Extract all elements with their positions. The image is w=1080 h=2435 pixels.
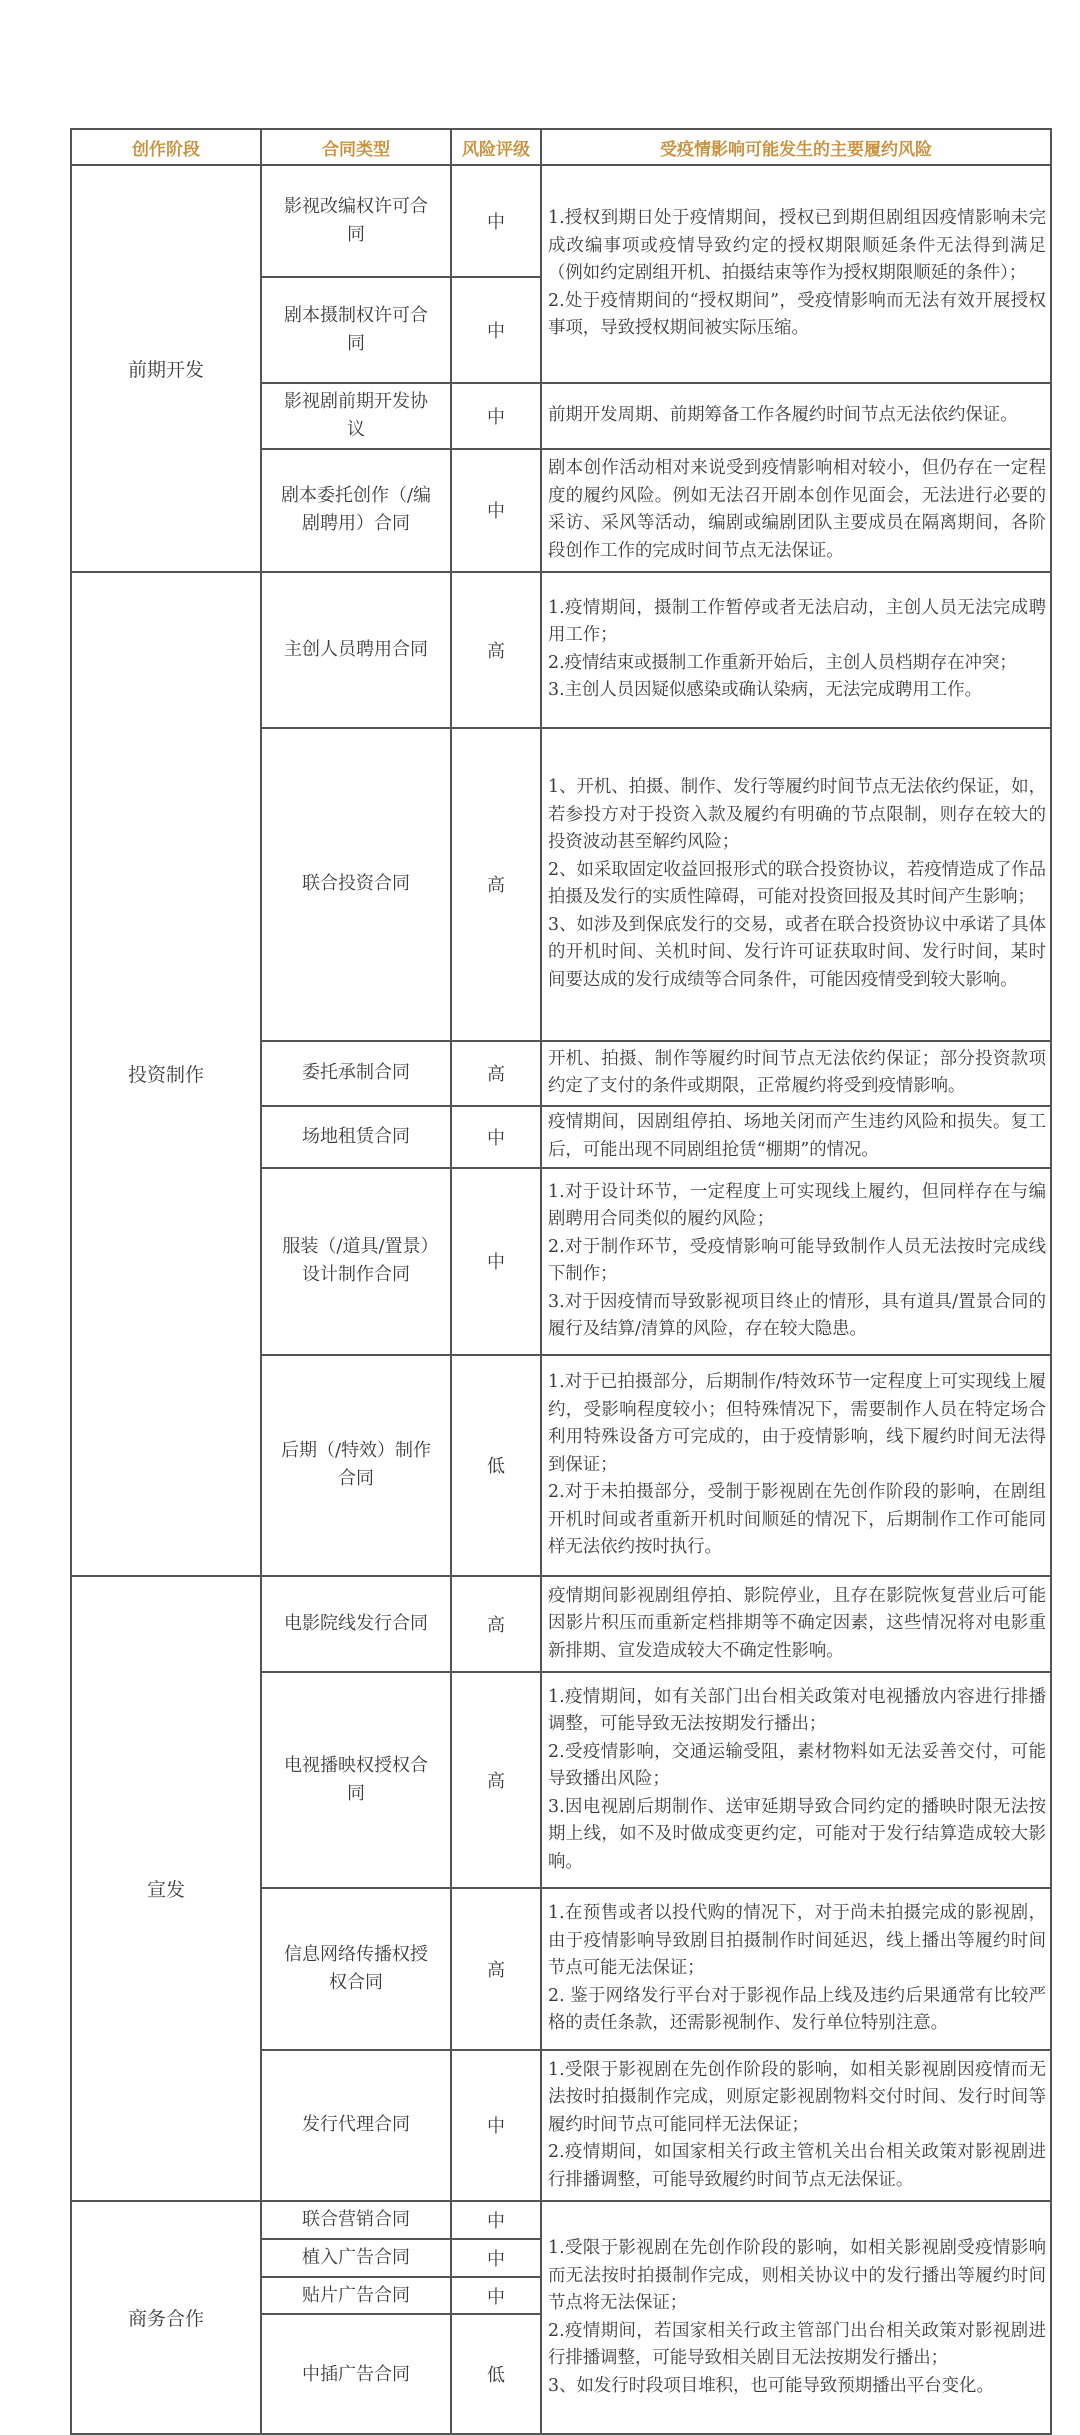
risk-level-cell: 高	[451, 1672, 541, 1888]
risk-level-cell: 中	[451, 1106, 541, 1168]
contract-risk-table	[70, 128, 1052, 2435]
risk-level-cell: 中	[451, 2201, 541, 2239]
risk-level-cell: 高	[451, 1041, 541, 1106]
risk-description-cell: 1.疫情期间，如有关部门出台相关政策对电视播放内容进行排播调整，可能导致无法按期发行播出； 2.受疫情影响，交通运输受阻，素材物料如无法妥善交付，可能导致播出风险； 3.因电视剧后期制作、送审延期导致合同约定的播映时限无法按期上线，如不及时做成变更约定，可能对于发行结算造成较大影响。	[541, 1672, 1051, 1888]
contract-type-cell: 联合投资合同	[261, 728, 451, 1041]
contract-type-cell: 剧本摄制权许可合同	[261, 277, 451, 383]
risk-description-cell: 1.在预售或者以投代购的情况下，对于尚未拍摄完成的影视剧，由于疫情影响导致剧目拍摄制作时间延迟，线上播出等履约时间节点可能无法保证； 2. 鉴于网络发行平台对于影视作品上线及违约后果通常有比较严格的责任条款，还需影视制作、发行单位特别注意。	[541, 1888, 1051, 2050]
header-risk-level: 风险评级	[451, 129, 541, 165]
contract-type-cell: 服装（/道具/置景）设计制作合同	[261, 1168, 451, 1355]
contract-type-cell: 信息网络传播权授权合同	[261, 1888, 451, 2050]
contract-type-cell: 主创人员聘用合同	[261, 572, 451, 728]
stage-cell: 投资制作	[71, 572, 261, 1576]
contract-type-cell: 影视剧前期开发协议	[261, 383, 451, 449]
risk-level-cell: 中	[451, 449, 541, 572]
risk-description-cell: 1.授权到期日处于疫情期间，授权已到期但剧组因疫情影响未完成改编事项或疫情导致约定的授权期限顺延条件无法得到满足（例如约定剧组开机、拍摄结束等作为授权期限顺延的条件）； 2.处于疫情期间的“授权期间”，受疫情影响而无法有效开展授权事项，导致授权期间被实际压缩。	[541, 165, 1051, 383]
risk-description-cell: 剧本创作活动相对来说受到疫情影响相对较小，但仍存在一定程度的履约风险。例如无法召开剧本创作见面会，无法进行必要的采访、采风等活动，编剧或编剧团队主要成员在隔离期间，各阶段创作工作的完成时间节点无法保证。	[541, 449, 1051, 572]
risk-description-cell: 1.对于已拍摄部分，后期制作/特效环节一定程度上可实现线上履约，受影响程度较小；但特殊情况下，需要制作人员在特定场合利用特殊设备方可完成的，由于疫情影响，线下履约时间无法得到保证； 2.对于未拍摄部分，受制于影视剧在先创作阶段的影响，在剧组开机时间或者重新开机时间顺延的情况下，后期制作工作可能同样无法依约按时执行。	[541, 1355, 1051, 1576]
table-row	[71, 572, 1051, 728]
risk-level-cell: 高	[451, 572, 541, 728]
risk-description-cell: 疫情期间影视剧组停拍、影院停业，且存在影院恢复营业后可能因影片积压而重新定档排期等不确定因素，这些情况将对电影重新排期、宣发造成较大不确定性影响。	[541, 1576, 1051, 1672]
contract-type-cell: 影视改编权许可合同	[261, 165, 451, 277]
contract-type-cell: 发行代理合同	[261, 2050, 451, 2201]
risk-level-cell: 高	[451, 1576, 541, 1672]
stage-cell: 商务合作	[71, 2201, 261, 2435]
risk-level-cell: 中	[451, 2050, 541, 2201]
risk-level-cell: 中	[451, 2239, 541, 2277]
risk-level-cell: 低	[451, 2314, 541, 2434]
risk-level-cell: 中	[451, 277, 541, 383]
contract-type-cell: 剧本委托创作（/编剧聘用）合同	[261, 449, 451, 572]
contract-type-cell: 贴片广告合同	[261, 2277, 451, 2315]
risk-level-cell: 高	[451, 728, 541, 1041]
risk-level-cell: 低	[451, 1355, 541, 1576]
risk-description-cell: 1.疫情期间，摄制工作暂停或者无法启动，主创人员无法完成聘用工作； 2.疫情结束或摄制工作重新开始后，主创人员档期存在冲突； 3.主创人员因疑似感染或确认染病，无法完成聘用工作。	[541, 572, 1051, 728]
risk-description-cell: 前期开发周期、前期筹备工作各履约时间节点无法依约保证。	[541, 383, 1051, 449]
risk-description-cell: 1.受限于影视剧在先创作阶段的影响，如相关影视剧因疫情而无法按时拍摄制作完成，则原定影视剧物料交付时间、发行时间等履约时间节点可能同样无法保证； 2.疫情期间，如国家相关行政主管机关出台相关政策对影视剧进行排播调整，可能导致履约时间节点无法保证。	[541, 2050, 1051, 2201]
risk-level-cell: 中	[451, 2277, 541, 2315]
risk-level-cell: 中	[451, 165, 541, 277]
stage-cell: 前期开发	[71, 165, 261, 572]
risk-description-cell: 开机、拍摄、制作等履约时间节点无法依约保证；部分投资款项约定了支付的条件或期限，正常履约将受到疫情影响。	[541, 1041, 1051, 1106]
risk-level-cell: 中	[451, 383, 541, 449]
risk-description-cell: 1、开机、拍摄、制作、发行等履约时间节点无法依约保证，如，若参投方对于投资入款及履约有明确的节点限制，则存在较大的投资波动甚至解约风险； 2、如采取固定收益回报形式的联合投资协议，若疫情造成了作品拍摄及发行的实质性障碍，可能对投资回报及其时间产生影响； 3、如涉及到保底发行的交易，或者在联合投资协议中承诺了具体的开机时间、关机时间、发行许可证获取时间、发行时间，某时间要达成的发行成绩等合同条件，可能因疫情受到较大影响。	[541, 728, 1051, 1041]
table-row	[71, 2201, 1051, 2239]
contract-type-cell: 联合营销合同	[261, 2201, 451, 2239]
table-row	[71, 1576, 1051, 1672]
header-contract-type: 合同类型	[261, 129, 451, 165]
table-header-row	[71, 129, 1051, 165]
risk-description-cell: 1.对于设计环节，一定程度上可实现线上履约，但同样存在与编剧聘用合同类似的履约风险； 2.对于制作环节，受疫情影响可能导致制作人员无法按时完成线下制作； 3.对于因疫情而导致影视项目终止的情形，具有道具/置景合同的履行及结算/清算的风险，存在较大隐患。	[541, 1168, 1051, 1355]
stage-cell: 宣发	[71, 1576, 261, 2201]
contract-type-cell: 委托承制合同	[261, 1041, 451, 1106]
header-risks: 受疫情影响可能发生的主要履约风险	[541, 129, 1051, 165]
risk-description-cell: 1.受限于影视剧在先创作阶段的影响，如相关影视剧受疫情影响而无法按时拍摄制作完成，则相关协议中的发行播出等履约时间节点将无法保证； 2.疫情期间，若国家相关行政主管部门出台相关政策对影视剧进行排播调整，可能导致相关剧目无法按期发行播出； 3、如发行时段项目堆积，也可能导致预期播出平台变化。	[541, 2201, 1051, 2435]
header-stage: 创作阶段	[71, 129, 261, 165]
contract-type-cell: 电视播映权授权合同	[261, 1672, 451, 1888]
contract-type-cell: 后期（/特效）制作合同	[261, 1355, 451, 1576]
contract-type-cell: 中插广告合同	[261, 2314, 451, 2434]
risk-description-cell: 疫情期间，因剧组停拍、场地关闭而产生违约风险和损失。复工后，可能出现不同剧组抢赁“棚期”的情况。	[541, 1106, 1051, 1168]
risk-level-cell: 高	[451, 1888, 541, 2050]
table-row	[71, 165, 1051, 277]
contract-type-cell: 场地租赁合同	[261, 1106, 451, 1168]
risk-level-cell: 中	[451, 1168, 541, 1355]
page-bottom-margin	[0, 2378, 1080, 2415]
contract-type-cell: 植入广告合同	[261, 2239, 451, 2277]
contract-type-cell: 电影院线发行合同	[261, 1576, 451, 1672]
